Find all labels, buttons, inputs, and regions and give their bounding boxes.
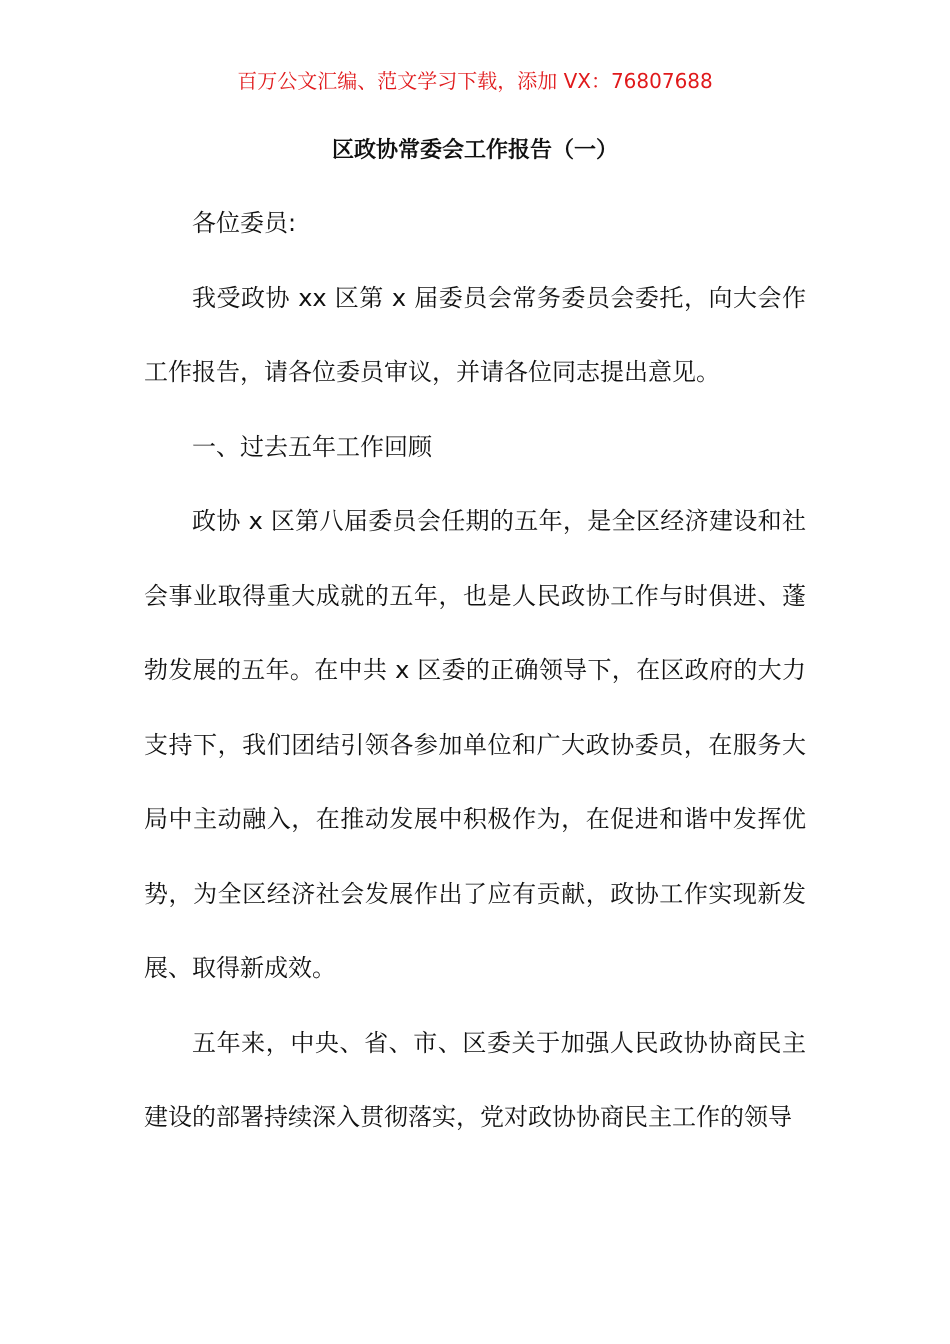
header-watermark-note: 百万公文汇编、范文学习下载，添加 VX：76807688 bbox=[237, 69, 713, 93]
salutation: 各位委员: bbox=[192, 209, 297, 237]
paragraph-intro: 我受政协 xx 区第 x 届委员会常务委员会委托，向大会作工作报告，请各位委员审议，并请各位同志提出意见。 bbox=[144, 283, 806, 386]
document-title: 区政协常委会工作报告（一） bbox=[331, 138, 618, 163]
document-body bbox=[144, 186, 806, 1155]
section-heading: 一、过去五年工作回顾 bbox=[192, 432, 432, 461]
paragraph-five-years: 五年来，中央、省、市、区委关于加强人民政协协商民主建设的部署持续深入贯彻落实，党对政协协商民主工作的领导 bbox=[144, 1028, 806, 1131]
paragraph-review: 政协 x 区第八届委员会任期的五年，是全区经济建设和社会事业取得重大成就的五年，也是人民政协工作与时俱进、蓬勃发展的五年。在中共 x 区委的正确领导下，在区政府的大力支持下，我们团结引领各参加单位和广大政协委员，在服务大局中主动融入，在推动发展中积极作为，在促进和谐中发挥优势，为全区经济社会发展作出了应有贡献，政协工作实现新发展、取得新成效。 bbox=[144, 507, 806, 982]
